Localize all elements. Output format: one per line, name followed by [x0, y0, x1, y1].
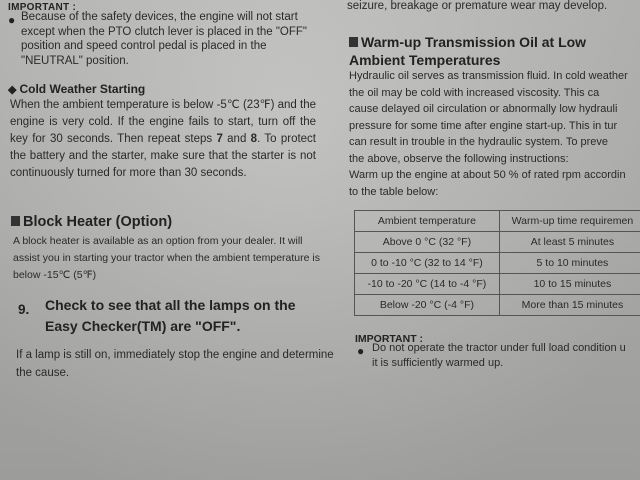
cold-weather-heading	[8, 82, 145, 96]
warm-line: the above, observe the following instructions:	[349, 152, 569, 165]
table-header-cell: Warm-up time requiremen	[499, 211, 640, 232]
cold-and: and	[222, 133, 251, 145]
block-heater-title: Block Heater (Option)	[23, 214, 173, 230]
table-cell: 5 to 10 minutes	[499, 253, 640, 274]
square-icon	[349, 37, 358, 47]
square-icon	[11, 216, 20, 226]
right-column	[346, 0, 640, 480]
table-cell: 0 to -10 °C (32 to 14 °F)	[355, 253, 500, 274]
warm-line: can result in trouble in the hydraulic system. To preve	[349, 136, 609, 148]
continuation-text: seizure, breakage or premature wear may develop.	[347, 0, 608, 12]
important-label-2: IMPORTANT :	[355, 333, 424, 345]
warm-line: pressure for some time after engine start-up. This in tur	[349, 119, 618, 132]
table-cell: Above 0 °C (32 °F)	[355, 232, 500, 253]
table-header-cell: Ambient temperature	[355, 211, 500, 232]
block-heater-body: A block heater is available as an option from your dealer. It will assist you in starting your tractor when the ambient temperature is below -15℃ (5℉)	[13, 235, 320, 281]
step-body: If a lamp is still on, immediately stop the engine and determine the cause.	[16, 349, 334, 379]
warm-up-body	[349, 68, 640, 200]
diamond-icon: ◆	[8, 84, 17, 96]
table-row	[355, 232, 640, 253]
important-text: Because of the safety devices, the engine will not start except when the PTO clutch lever is placed in the "OFF" position and speed control pedal is placed in the "NEUTRAL" position.	[21, 11, 308, 67]
important-text-2	[372, 341, 640, 371]
cold-step-b: 8	[250, 133, 258, 145]
table-cell: At least 5 minutes	[499, 232, 640, 253]
warm-line: Hydraulic oil serves as transmission fluid. In cold weather	[349, 70, 628, 82]
table-cell: More than 15 minutes	[499, 295, 640, 316]
cold-body-part2: . To protect the battery and the starter, make sure that the starter is not continuously turned for more than 30 seconds.	[10, 133, 316, 179]
cold-step-a: 7	[216, 133, 223, 145]
cold-weather-title: Cold Weather Starting	[19, 82, 146, 96]
block-heater-heading	[11, 214, 172, 230]
table-header-row	[355, 211, 640, 232]
warm-line: Warm up the engine at about 50 % of rated rpm accordin	[349, 169, 626, 181]
warm-line: to the table below:	[349, 185, 439, 198]
table-row	[355, 253, 640, 274]
important-label: IMPORTANT :	[8, 2, 77, 13]
important2-line: Do not operate the tractor under full load condition u	[372, 342, 626, 354]
warm-line: the oil may be cold with increased viscosity. This ca	[349, 86, 600, 99]
cold-body-part1: When the ambient temperature is below -5℃ (23℉) and the engine is very cold. If the engine fails to start, turn off the key for 30 seconds. Then repeat steps	[10, 99, 316, 145]
bullet-icon: ●	[8, 13, 16, 27]
warm-up-table	[354, 210, 640, 316]
cold-weather-body	[10, 97, 316, 182]
table-cell: Below -20 °C (-4 °F)	[355, 295, 500, 316]
table-cell: 10 to 15 minutes	[499, 274, 640, 295]
step-title: Check to see that all the lamps on the Easy Checker(TM) are "OFF".	[45, 297, 296, 334]
table-cell: -10 to -20 °C (14 to -4 °F)	[355, 274, 500, 295]
important2-line: it is sufficiently warmed up.	[372, 357, 504, 369]
warm-up-heading	[349, 33, 639, 69]
warm-line: cause delayed oil circulation or abnormally low hydrauli	[349, 103, 618, 115]
warm-up-title: Warm-up Transmission Oil at Low Ambient Temperatures	[349, 34, 587, 68]
step-number: 9.	[18, 302, 30, 317]
table-row	[355, 295, 640, 316]
table-row	[355, 274, 640, 295]
bullet-icon: ●	[357, 344, 365, 358]
